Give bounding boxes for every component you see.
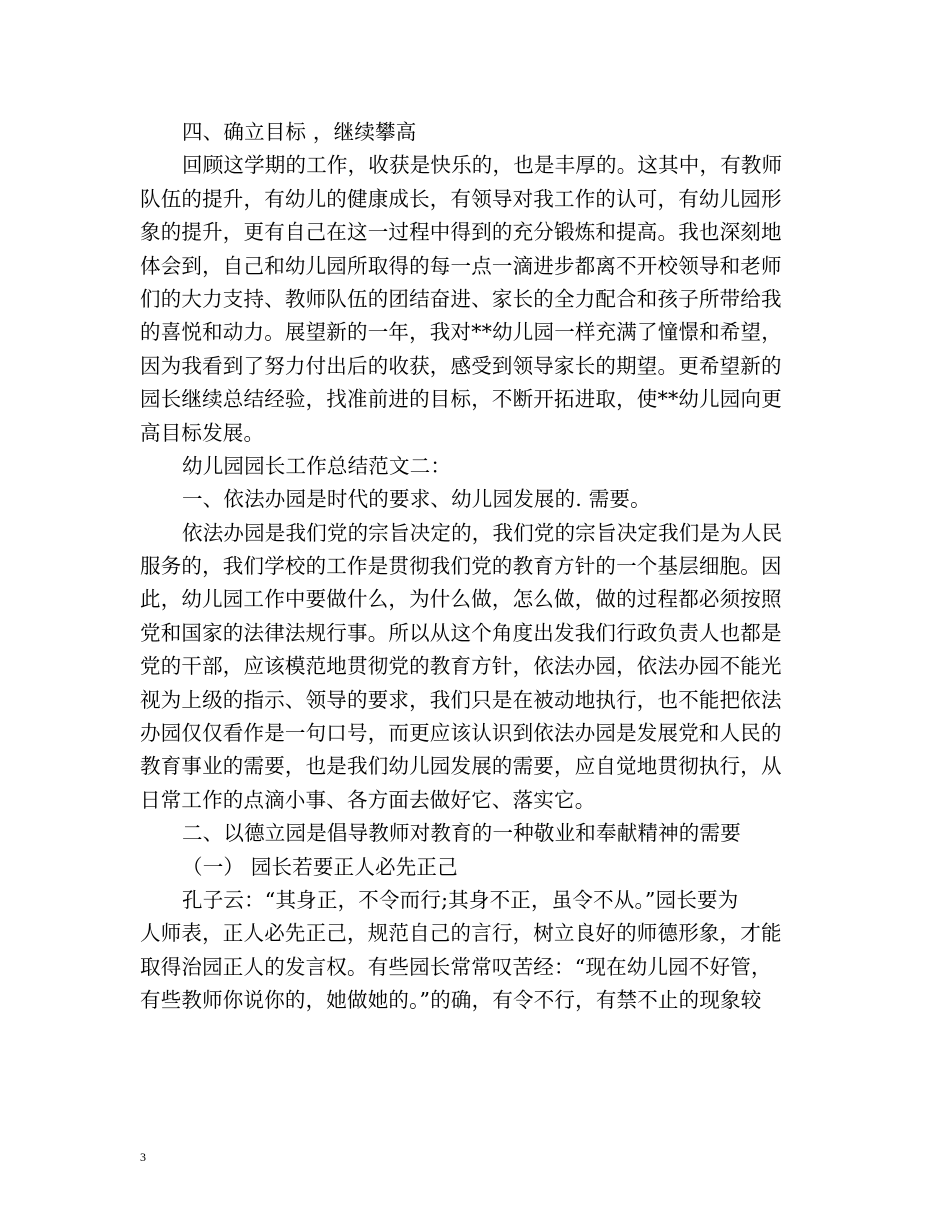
text-line: 孔子云：“其身正，不令而行;其身不正，虽令不从。”园长要为 xyxy=(182,887,739,912)
text-line: 体会到，自己和幼儿园所取得的每一点一滴进步都离不开校领导和老师 xyxy=(140,253,782,278)
text-line: 队伍的提升，有幼儿的健康成长，有领导对我工作的认可，有幼儿园形 xyxy=(140,186,782,211)
text-line: 办园仅仅看作是一句口号，而更应该认识到依法办园是发展党和人民的 xyxy=(140,721,782,746)
section-heading: 一、依法办园是时代的要求、幼儿园发展的. 需要。 xyxy=(182,487,651,512)
text-line: 服务的，我们学校的工作是贯彻我们党的教育方针的一个基层细胞。因 xyxy=(140,554,782,579)
section-title: 幼儿园园长工作总结范文二： xyxy=(182,453,452,478)
subsection-heading: （一） 园长若要正人必先正己 xyxy=(182,854,458,879)
text-line: 此，幼儿园工作中要做什么，为什么做，怎么做，做的过程都必须按照 xyxy=(140,587,782,612)
text-line: 园长继续总结经验，找准前进的目标，不断开拓进取，使**幼儿园向更 xyxy=(140,387,782,412)
text-line: 视为上级的指示、领导的要求，我们只是在被动地执行，也不能把依法 xyxy=(140,687,782,712)
text-line: 因为我看到了努力付出后的收获，感受到领导家长的期望。更希望新的 xyxy=(140,353,782,378)
text-line: 回顾这学期的工作，收获是快乐的，也是丰厚的。这其中，有教师 xyxy=(182,153,783,178)
text-line: 象的提升，更有自己在这一过程中得到的充分锻炼和提高。我也深刻地 xyxy=(140,220,782,245)
text-line: 人师表，正人必先正己，规范自己的言行，树立良好的师德形象，才能 xyxy=(140,921,782,946)
text-line: 有些教师你说你的，她做她的。”的确，有令不行，有禁不止的现象较 xyxy=(140,988,762,1013)
document-page xyxy=(140,116,812,1018)
text-line: 高目标发展。 xyxy=(140,420,265,445)
text-line: 党的干部，应该模范地贯彻党的教育方针，依法办园，依法办园不能光 xyxy=(140,654,782,679)
text-line: 取得治园正人的发言权。有些园长常常叹苦经：“现在幼儿园不好管， xyxy=(140,954,772,979)
section-heading: 二、以德立园是倡导教师对教育的一种敬业和奉献精神的需要 xyxy=(182,821,741,846)
text-line: 们的大力支持、教师队伍的团结奋进、家长的全力配合和孩子所带给我 xyxy=(140,286,782,311)
text-line: 党和国家的法律法规行事。所以从这个角度出发我们行政负责人也都是 xyxy=(140,620,782,645)
text-line: 的喜悦和动力。展望新的一年，我对**幼儿园一样充满了憧憬和希望， xyxy=(140,320,782,345)
text-line: 教育事业的需要，也是我们幼儿园发展的需要，应自觉地贯彻执行，从 xyxy=(140,754,782,779)
text-line: 日常工作的点滴小事、各方面去做好它、落实它。 xyxy=(140,787,596,812)
text-line: 依法办园是我们党的宗旨决定的，我们党的宗旨决定我们是为人民 xyxy=(182,520,783,545)
text-line: 四、确立目标 ，继续攀高 xyxy=(182,120,417,144)
page-number: 3 xyxy=(140,1150,146,1164)
